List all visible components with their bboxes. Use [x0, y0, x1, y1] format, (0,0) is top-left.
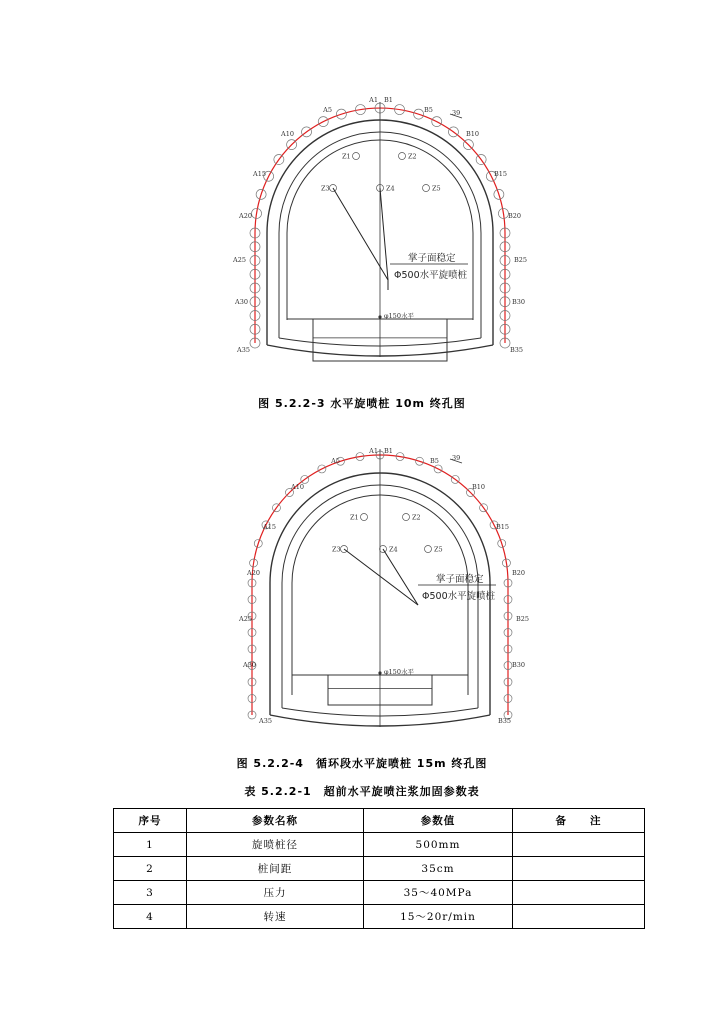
hole-label: Z4 — [386, 184, 395, 193]
table-row — [114, 881, 645, 905]
pile-label-left: A35 — [237, 346, 250, 354]
header-param-value: 参数值 — [364, 809, 513, 833]
pile-label-left: A10 — [281, 130, 294, 138]
cell-param-value: 500mm — [364, 833, 513, 857]
pile-label-left: A25 — [233, 256, 246, 264]
pile-label-right: B25 — [516, 615, 530, 623]
cell-remark — [513, 905, 645, 929]
cell-remark — [513, 857, 645, 881]
pile-label-left: A35 — [259, 717, 272, 725]
hole-circle — [353, 153, 360, 160]
pile-label-left: A20 — [247, 569, 260, 577]
pile-label-right: B5 — [424, 106, 433, 114]
pile-label-left: A1 — [369, 96, 378, 104]
pile-label-right: B1 — [384, 447, 393, 455]
table-row — [114, 905, 645, 929]
pile-label-left: A30 — [235, 298, 248, 306]
table-row — [114, 857, 645, 881]
cell-param-name: 旋喷桩径 — [187, 833, 364, 857]
center-mark-dot — [378, 315, 381, 318]
pile-label-right: B10 — [466, 130, 480, 138]
pile-label-left: A5 — [323, 106, 332, 114]
hole-label: Z5 — [432, 184, 441, 193]
callout-text-2: Φ500水平旋喷桩 — [422, 591, 496, 602]
pile-label-right: B5 — [430, 457, 439, 465]
pile-label-right: B15 — [496, 523, 510, 531]
hole-circle — [425, 546, 432, 553]
cell-param-name: 转速 — [187, 905, 364, 929]
pile-label-right: B20 — [508, 212, 522, 220]
cell-param-value: 35cm — [364, 857, 513, 881]
pile-label-right: B30 — [512, 298, 526, 306]
pile-label-left: A1 — [369, 447, 378, 455]
cell-remark — [513, 833, 645, 857]
cell-index: 4 — [114, 905, 187, 929]
cell-param-value: 15～20r/min — [364, 905, 513, 929]
callout-text-1: 掌子面稳定 — [436, 574, 484, 585]
pile-label-right: B15 — [494, 170, 508, 178]
cell-param-value: 35～40MPa — [364, 881, 513, 905]
pile-label-left: A15 — [263, 523, 276, 531]
header-remark: 备 注 — [513, 809, 645, 833]
tunnel-section-drawing-1 — [0, 90, 724, 370]
pile-label-right: B10 — [472, 483, 486, 491]
center-mark-label: φ150水平 — [384, 312, 414, 320]
callout-text-2: Φ500水平旋喷桩 — [394, 270, 468, 281]
bolt-marker-label: 39 — [452, 454, 461, 462]
hole-label: Z3 — [321, 184, 330, 193]
pile-label-right: B1 — [384, 96, 393, 104]
figure-2 — [0, 445, 724, 735]
hole-circle — [399, 153, 406, 160]
hole-label: Z4 — [389, 545, 398, 554]
header-param-name: 参数名称 — [187, 809, 364, 833]
header-index: 序号 — [114, 809, 187, 833]
hole-label: Z2 — [408, 152, 417, 161]
cell-index: 3 — [114, 881, 187, 905]
leader-line — [380, 188, 388, 280]
cell-index: 1 — [114, 833, 187, 857]
pile-label-left: A30 — [243, 661, 256, 669]
pile-label-right: B35 — [510, 346, 524, 354]
hole-label: Z1 — [350, 513, 359, 522]
figure-1 — [0, 90, 724, 370]
hole-circle — [423, 185, 430, 192]
table-header-row — [114, 809, 645, 833]
pile-label-left: A5 — [331, 457, 340, 465]
cell-param-name: 桩间距 — [187, 857, 364, 881]
hole-label: Z2 — [412, 513, 421, 522]
hole-label: Z3 — [332, 545, 341, 554]
table-row — [114, 833, 645, 857]
hole-label: Z1 — [342, 152, 351, 161]
pile-label-left: A10 — [291, 483, 304, 491]
pile-label-right: B30 — [512, 661, 526, 669]
callout-text-1: 掌子面稳定 — [408, 253, 456, 264]
pile-label-left: A25 — [239, 615, 252, 623]
pile-label-right: B35 — [498, 717, 512, 725]
pile-label-left: A20 — [239, 212, 252, 220]
parameter-table — [113, 808, 645, 929]
leader-line — [344, 549, 418, 605]
bolt-marker-label: 39 — [452, 109, 461, 117]
pile-label-right: B25 — [514, 256, 528, 264]
cell-remark — [513, 881, 645, 905]
figure-2-caption: 图 5.2.2-4 循环段水平旋喷桩 15m 终孔图 — [236, 757, 488, 770]
cell-param-name: 压力 — [187, 881, 364, 905]
cell-index: 2 — [114, 857, 187, 881]
center-mark-label: φ150水平 — [384, 668, 414, 676]
tunnel-section-drawing-2 — [0, 445, 724, 735]
hole-circle — [361, 514, 368, 521]
hole-label: Z5 — [434, 545, 443, 554]
pile-label-left: A15 — [253, 170, 266, 178]
hole-circle — [403, 514, 410, 521]
leader-line — [383, 549, 418, 605]
pile-label-right: B20 — [512, 569, 526, 577]
figure-1-caption: 图 5.2.2-3 水平旋喷桩 10m 终孔图 — [258, 397, 466, 410]
table-caption: 表 5.2.2-1 超前水平旋喷注浆加固参数表 — [244, 785, 480, 798]
center-mark-dot — [378, 671, 381, 674]
